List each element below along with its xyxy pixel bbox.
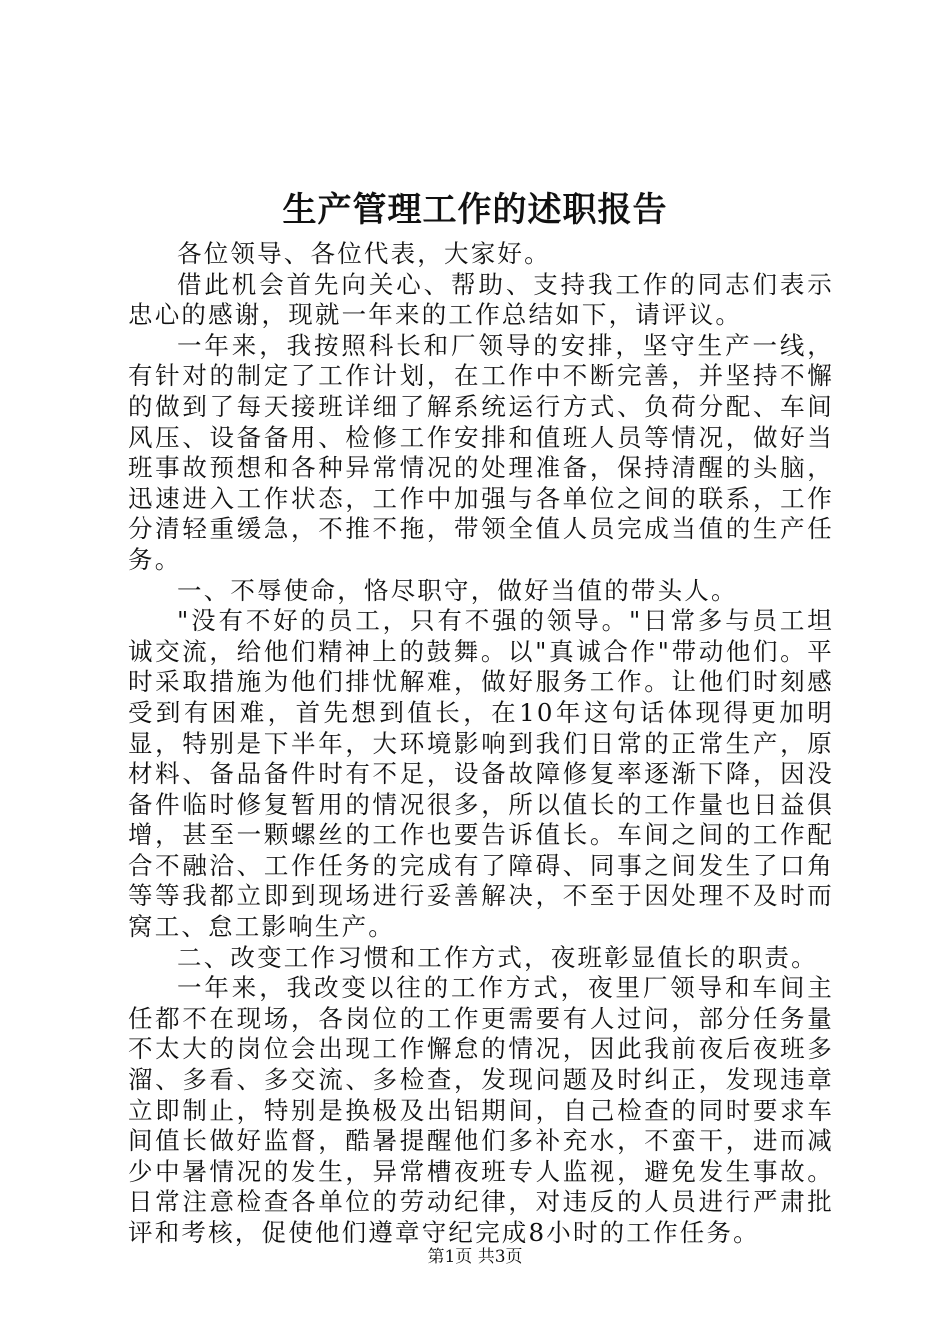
paragraph-section-2: 一年来，我改变以往的工作方式，夜里厂领导和车间主任都不在现场，各岗位的工作更需要有人过问，部分任务量不太大的岗位会出现工作懈怠的情况，因此我前夜后夜班多溜、多看、多交流、多检查，发现问题及时纠正，发现违章立即制止，特别是换极及出铝期间，自己检查的同时要求车间值长做好监督，酷暑提醒他们多补充水，不蛮干，进而减少中暑情况的发生，异常槽夜班专人监视，避免发生事故。日常注意检查各单位的劳动纪律，对违反的人员进行严肃批评和考核，促使他们遵章守纪完成8小时的工作任务。 [128, 973, 834, 1247]
paragraph-section-1: "没有不好的员工，只有不强的领导。"日常多与员工坦诚交流，给他们精神上的鼓舞。以"真诚合作"带动他们。平时采取措施为他们排忧解难，做好服务工作。让他们时刻感受到有困难，首先想到值长，在10年这句话体现得更加明显，特别是下半年，大环境影响到我们日常的正常生产，原材料、备品备件时有不足，设备故障修复率逐渐下降，因没备件临时修复暂用的情况很多，所以值长的工作量也日益俱增，甚至一颗螺丝的工作也要告诉值长。车间之间的工作配合不融洽、工作任务的完成有了障碍、同事之间发生了口角等等我都立即到现场进行妥善解决，不至于因处理不及时而窝工、怠工影响生产。 [128, 606, 834, 942]
page-number-footer: 第1页 共3页 [427, 1247, 523, 1267]
paragraph-overview: 一年来，我按照科长和厂领导的安排，坚守生产一线，有针对的制定了工作计划，在工作中不断完善，并坚持不懈的做到了每天接班详细了解系统运行方式、负荷分配、车间风压、设备备用、检修工作安排和值班人员等情况，做好当班事故预想和各种异常情况的处理准备，保持清醒的头脑，迅速进入工作状态，工作中加强与各单位之间的联系，工作分清轻重缓急，不推不拖，带领全值人员完成当值的生产任务。 [128, 330, 834, 574]
section-heading-2: 二、改变工作习惯和工作方式，夜班彰显值长的职责。 [177, 942, 818, 972]
document-body [128, 239, 834, 1249]
paragraph-thanks: 借此机会首先向关心、帮助、支持我工作的同志们表示忠心的感谢，现就一年来的工作总结如下，请评议。 [128, 269, 834, 330]
paragraph-greeting: 各位领导、各位代表，大家好。 [177, 239, 551, 268]
section-heading-1: 一、不辱使命，恪尽职守，做好当值的带头人。 [177, 575, 738, 605]
document-title: 生产管理工作的述职报告 [282, 190, 668, 230]
